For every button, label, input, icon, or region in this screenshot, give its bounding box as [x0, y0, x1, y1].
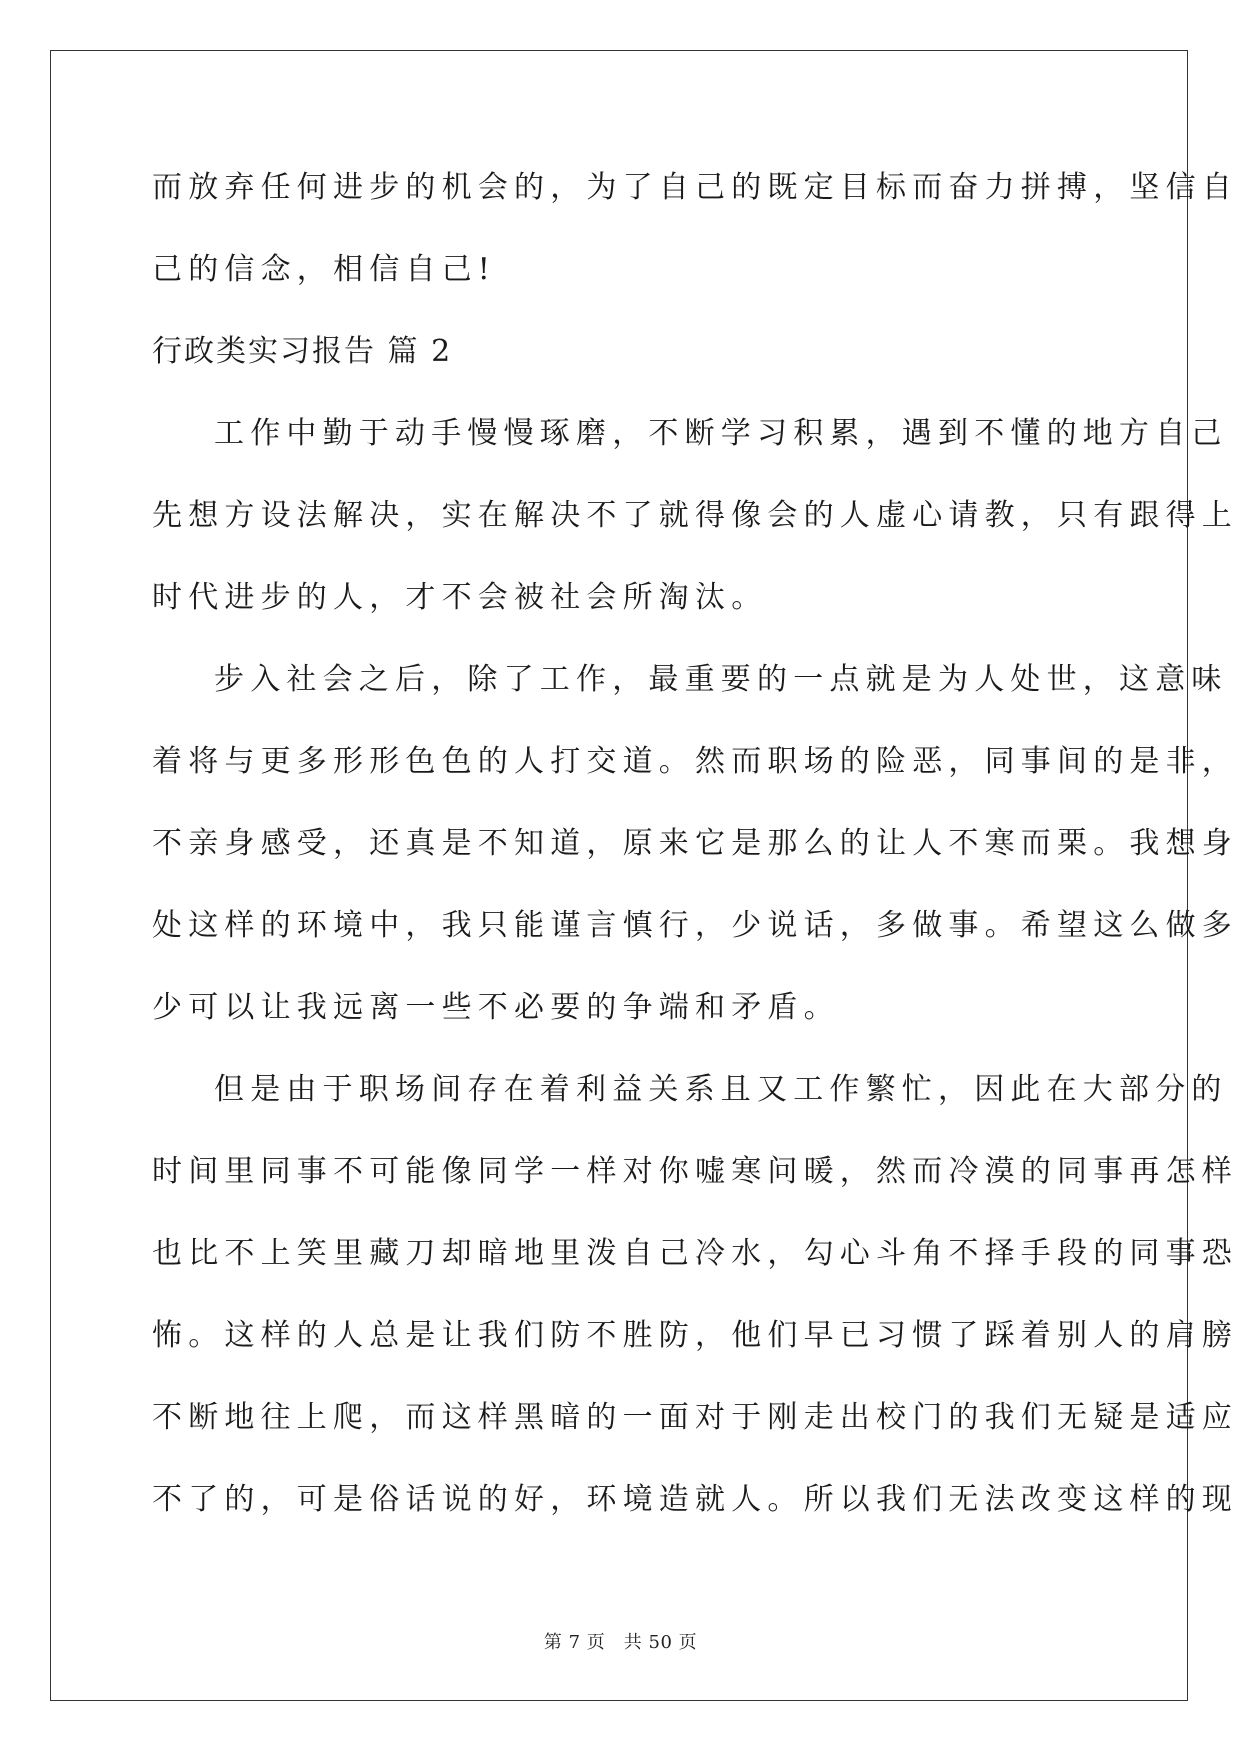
- page-number-footer: 第 7 页 共 50 页: [543, 1632, 698, 1653]
- section-heading: 行政类实习报告 篇 2: [152, 334, 453, 369]
- paragraph-first-line: 但是由于职场间存在着利益关系且又工作繁忙，因此在大部分的: [214, 1072, 1228, 1107]
- body-text-line: 怖。这样的人总是让我们防不胜防，他们早已习惯了踩着别人的肩膀: [152, 1318, 1238, 1353]
- body-text-line: 而放弃任何进步的机会的，为了自己的既定目标而奋力拼搏，坚信自: [152, 170, 1238, 205]
- body-text-line: 时代进步的人，才不会被社会所淘汰。: [152, 580, 768, 615]
- body-text-line: 也比不上笑里藏刀却暗地里泼自己冷水，勾心斗角不择手段的同事恐: [152, 1236, 1238, 1271]
- body-text-line: 着将与更多形形色色的人打交道。然而职场的险恶，同事间的是非，: [152, 744, 1238, 779]
- body-text-line: 不了的，可是俗话说的好，环境造就人。所以我们无法改变这样的现: [152, 1482, 1238, 1517]
- body-text-line: 处这样的环境中，我只能谨言慎行，少说话，多做事。希望这么做多: [152, 908, 1238, 943]
- document-body: [152, 158, 1238, 1552]
- body-text-line: 时间里同事不可能像同学一样对你嘘寒问暖，然而冷漠的同事再怎样: [152, 1154, 1238, 1189]
- body-text-line: 不亲身感受，还真是不知道，原来它是那么的让人不寒而栗。我想身: [152, 826, 1238, 861]
- paragraph-first-line: 步入社会之后，除了工作，最重要的一点就是为人处世，这意味: [214, 662, 1228, 697]
- body-text-line: 己的信念，相信自己!: [152, 252, 497, 287]
- body-text-line: 不断地往上爬，而这样黑暗的一面对于刚走出校门的我们无疑是适应: [152, 1400, 1238, 1435]
- body-text-line: 少可以让我远离一些不必要的争端和矛盾。: [152, 990, 840, 1025]
- body-text-line: 先想方设法解决，实在解决不了就得像会的人虚心请教，只有跟得上: [152, 498, 1238, 533]
- paragraph-first-line: 工作中勤于动手慢慢琢磨，不断学习积累，遇到不懂的地方自己: [214, 416, 1228, 451]
